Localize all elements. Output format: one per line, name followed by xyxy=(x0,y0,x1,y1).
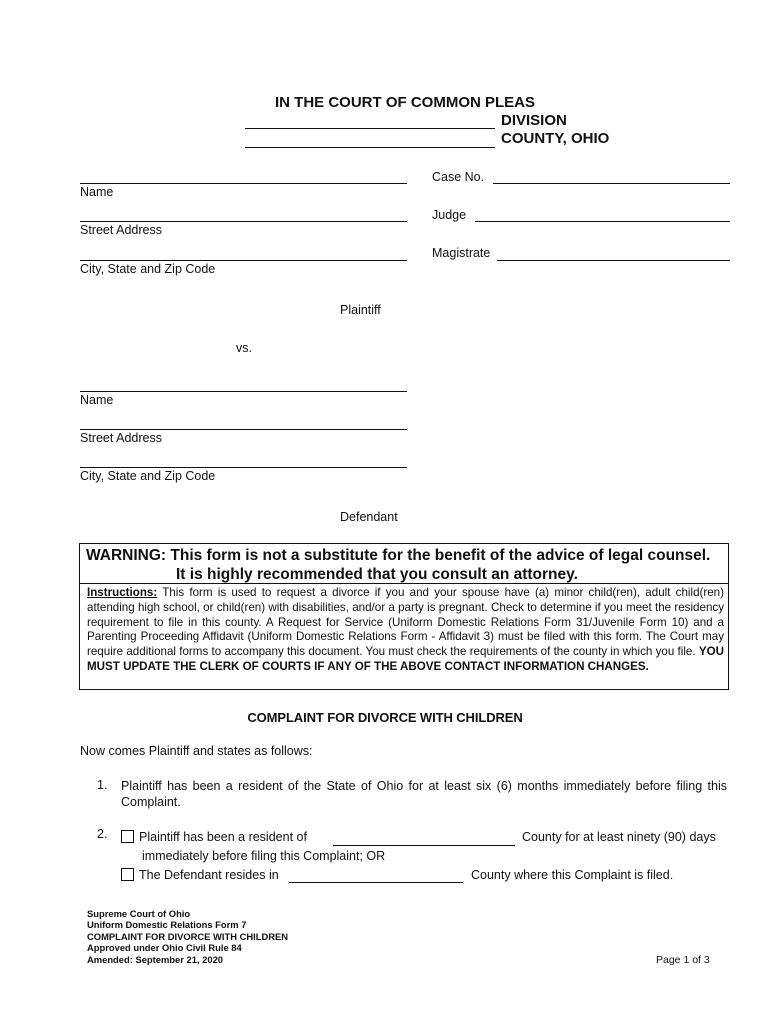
defendant-name-label: Name xyxy=(80,393,114,407)
item-2a-suffix: County for at least ninety (90) days xyxy=(522,830,716,844)
plaintiff-name-field[interactable] xyxy=(80,183,407,184)
item-2b-suffix: County where this Complaint is filed. xyxy=(471,868,674,882)
warning-title xyxy=(86,546,726,584)
footer-line-4: Approved under Ohio Civil Rule 84 xyxy=(87,942,242,954)
page-number: Page 1 of 3 xyxy=(656,954,710,966)
magistrate-label: Magistrate xyxy=(432,246,491,260)
footer-line-1: Supreme Court of Ohio xyxy=(87,908,191,919)
instructions-text xyxy=(87,586,724,675)
footer-line-5: Amended: September 21, 2020 xyxy=(87,953,223,965)
instructions-bold-notice: YOU MUST UPDATE THE CLERK OF COURTS IF ANY OF THE ABOVE CONTACT INFORMATION CHANGES. xyxy=(87,645,724,673)
division-blank[interactable] xyxy=(245,128,495,129)
instructions-body: This form is used to request a divorce if you and your spouse have (a) minor child(ren), adult child(ren) attending high school, or child(ren) with disabilities, and/or a party is pregnant. Check to determine if you meet the residency requirement to file in this county. A Request for Service (Uniform Domestic Relations Form 31/Juvenile Form 10) and a Parenting Proceeding Affidavit (Uniform Domestic Relations Form - Affidavit 3) must be filed with this form. The Court may require additional forms to accompany this document. You must check the requirements of the county in which you file. xyxy=(87,586,724,659)
defendant-role: Defendant xyxy=(340,510,398,524)
versus-label: vs. xyxy=(236,341,252,355)
case-no-field[interactable] xyxy=(493,183,730,184)
defendant-street-field[interactable] xyxy=(80,429,407,430)
plaintiff-city-label: City, State and Zip Code xyxy=(80,262,216,276)
defendant-resides-checkbox[interactable] xyxy=(121,868,134,881)
plaintiff-name-label: Name xyxy=(80,185,114,199)
defendant-city-field[interactable] xyxy=(80,467,407,468)
defendant-street-label: Street Address xyxy=(80,431,162,445)
item-2b-text: The Defendant resides in xyxy=(139,868,279,882)
item-2a-continuation: immediately before filing this Complaint; OR xyxy=(142,849,386,863)
plaintiff-street-label: Street Address xyxy=(80,223,162,237)
county-blank[interactable] xyxy=(245,147,495,148)
magistrate-field[interactable] xyxy=(497,260,730,261)
item-1-text: Plaintiff has been a resident of the State of Ohio for at least six (6) months immediately before filing this Complaint. xyxy=(121,779,727,809)
plaintiff-county-field[interactable] xyxy=(333,845,515,846)
defendant-name-field[interactable] xyxy=(80,391,407,392)
footer-line-3: COMPLAINT FOR DIVORCE WITH CHILDREN xyxy=(87,930,289,942)
plaintiff-resident-checkbox[interactable] xyxy=(121,830,134,843)
complaint-title: COMPLAINT FOR DIVORCE WITH CHILDREN xyxy=(247,710,523,725)
form-footer xyxy=(87,908,288,965)
plaintiff-city-field[interactable] xyxy=(80,260,407,261)
plaintiff-street-field[interactable] xyxy=(80,221,407,222)
instructions-label: Instructions: xyxy=(87,586,158,599)
complaint-intro: Now comes Plaintiff and states as follows: xyxy=(80,744,313,758)
judge-label: Judge xyxy=(432,208,467,222)
defendant-city-label: City, State and Zip Code xyxy=(80,469,216,483)
warning-line-2: It is highly recommended that you consult an attorney. xyxy=(176,566,578,583)
court-title: IN THE COURT OF COMMON PLEAS xyxy=(275,94,535,111)
plaintiff-role: Plaintiff xyxy=(340,303,381,317)
defendant-county-field[interactable] xyxy=(289,882,463,883)
item-1-number: 1. xyxy=(97,778,108,792)
warning-divider xyxy=(80,583,728,584)
judge-field[interactable] xyxy=(475,221,730,222)
division-label: DIVISION xyxy=(501,112,567,129)
case-no-label: Case No. xyxy=(432,170,485,184)
item-2-number: 2. xyxy=(97,827,108,841)
warning-line-1: WARNING: This form is not a substitute for the benefit of the advice of legal counsel. xyxy=(86,547,711,564)
county-label: COUNTY, OHIO xyxy=(501,130,610,147)
item-2a-text: Plaintiff has been a resident of xyxy=(139,830,307,844)
footer-line-2: Uniform Domestic Relations Form 7 xyxy=(87,919,247,931)
